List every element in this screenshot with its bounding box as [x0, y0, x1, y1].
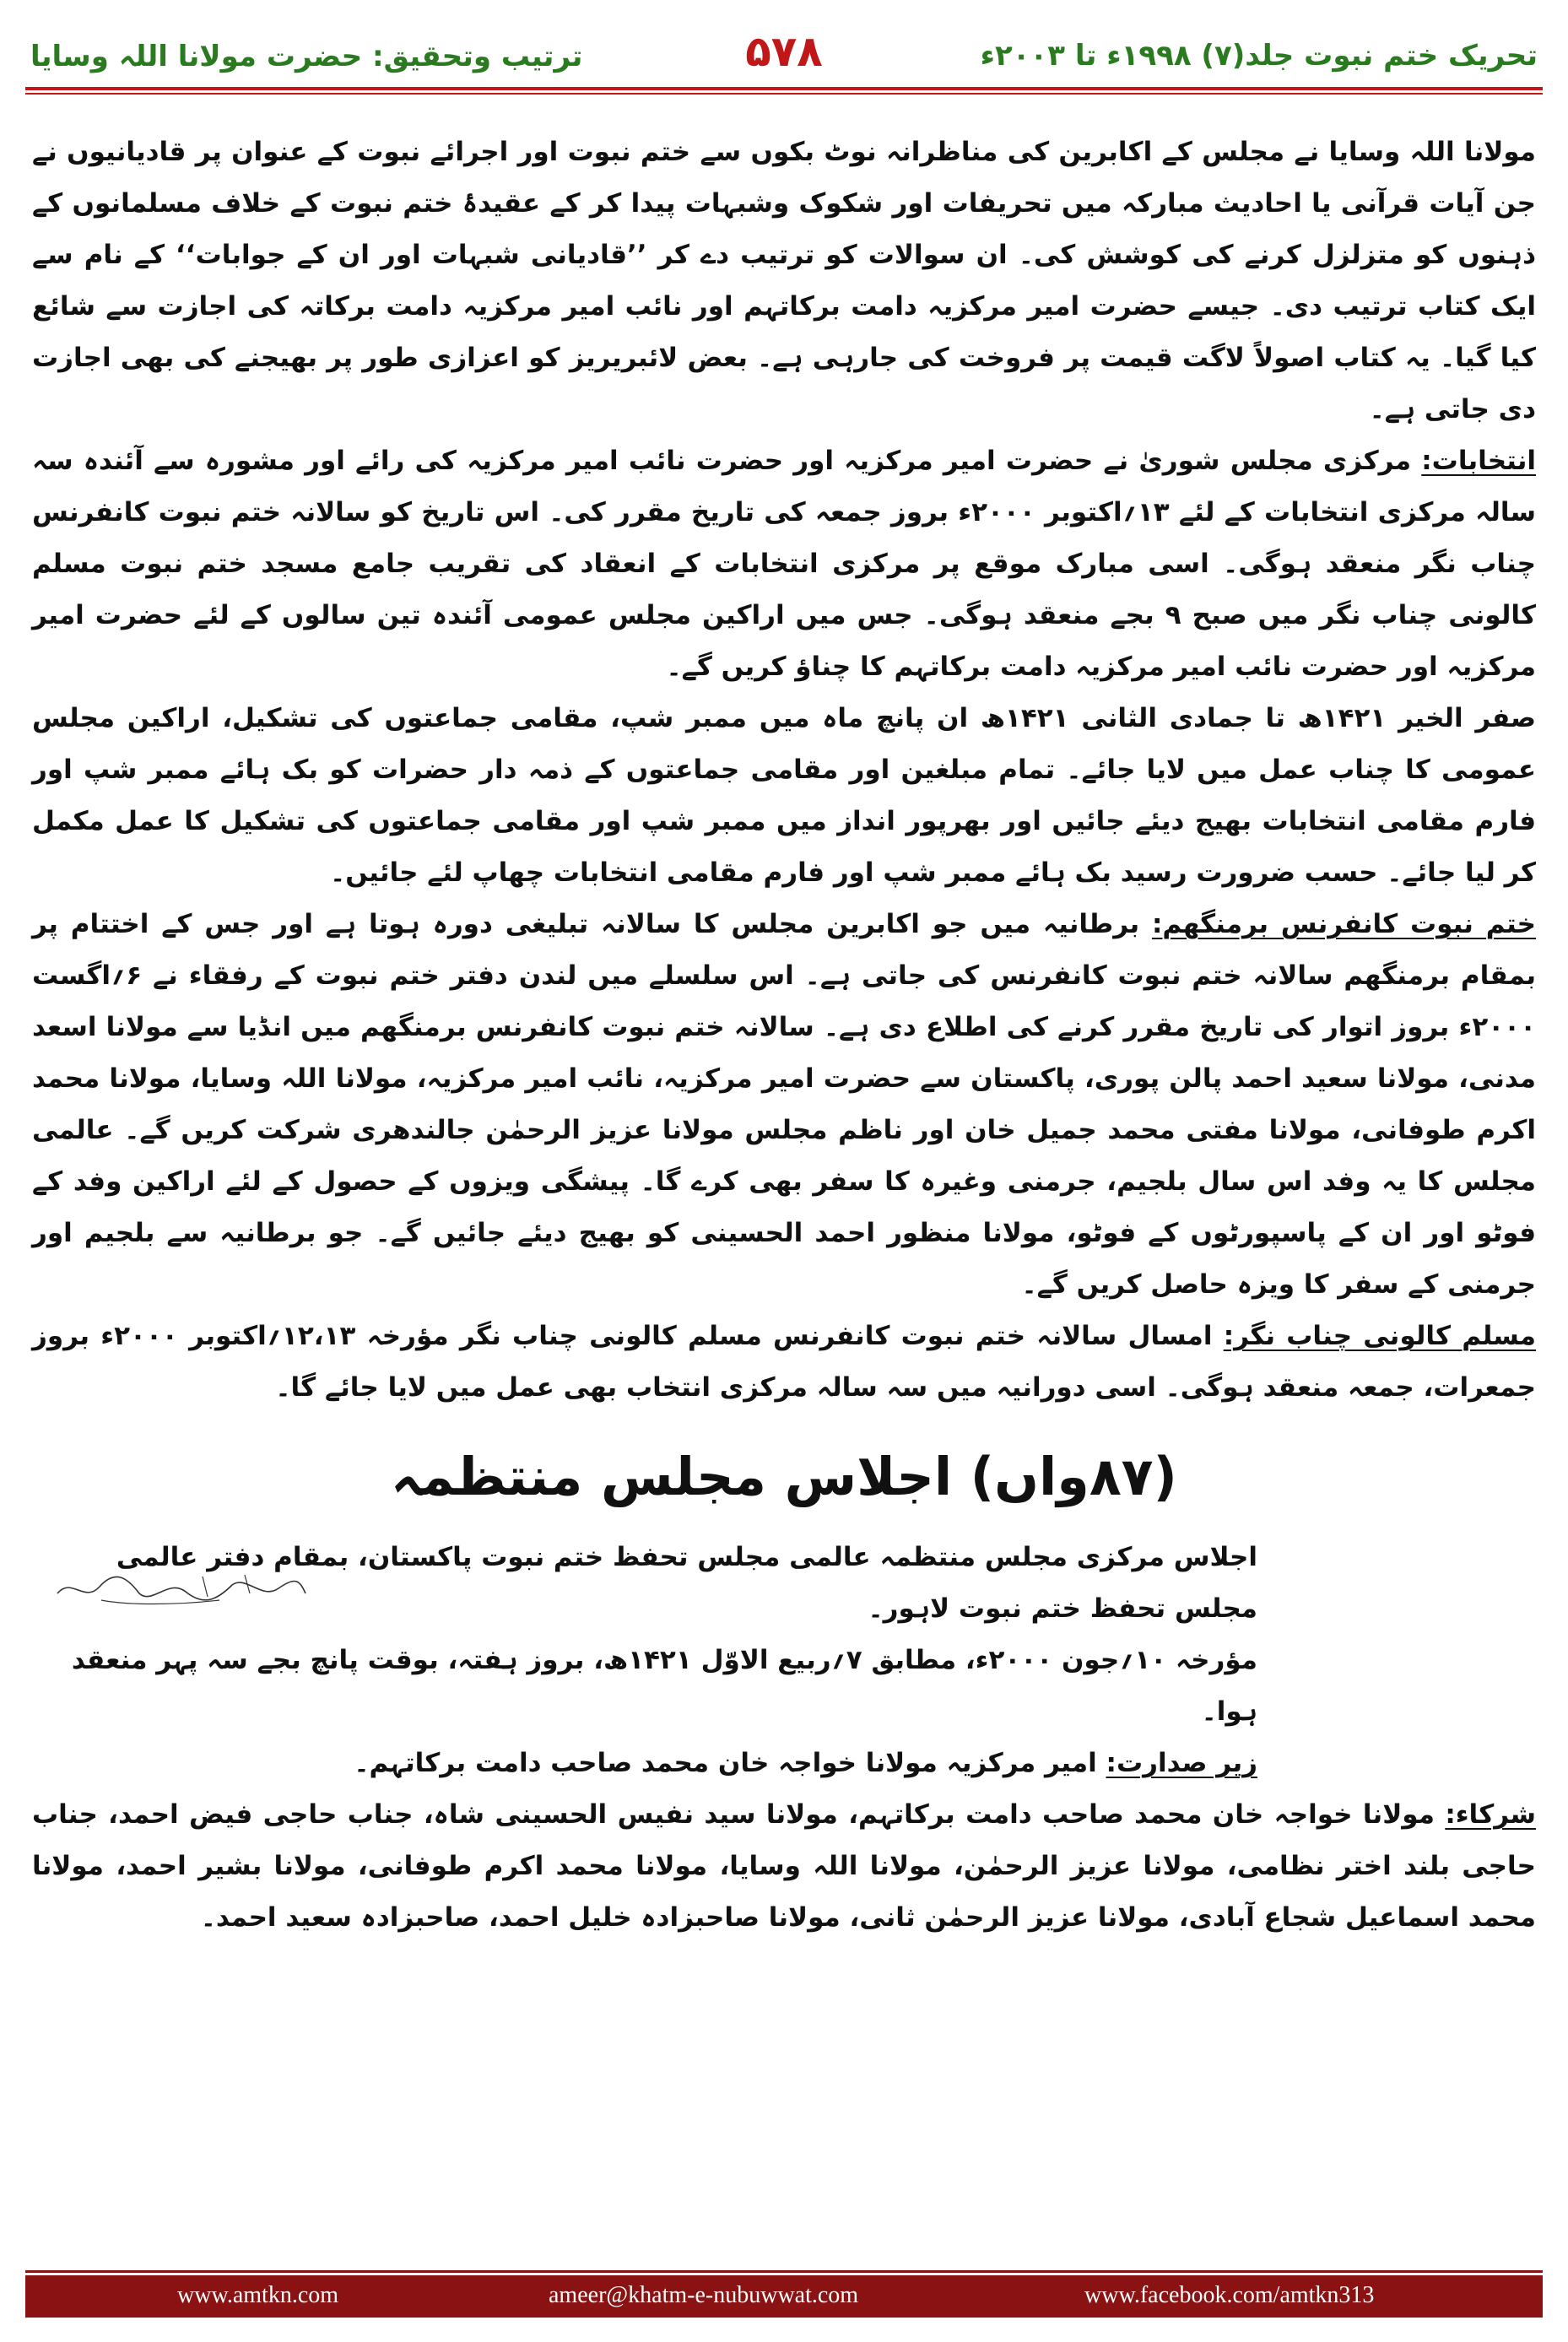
- email-link[interactable]: ameer@khatm-e-nubuwwat.com: [549, 2282, 859, 2308]
- paragraph-membership: [32, 693, 1536, 899]
- page-body: [32, 127, 1536, 1944]
- meeting-date: مؤرخہ ۱۰؍جون ۲۰۰۰ء، مطابق ۷؍ربیع الاوّل ۱۴۲۱ھ، بروز ہفتہ، بوقت پانچ بجے سہ پہر منعقد ہوا۔: [71, 1645, 1257, 1727]
- paragraph-muslim-colony: [32, 1311, 1536, 1414]
- compiler-credit: ترتیب وتحقیق: حضرت مولانا اللہ وسایا: [30, 40, 583, 73]
- paragraph-text: مرکزی مجلس شوریٰ نے حضرت امیر مرکزیہ اور حضرت نائب امیر مرکزیہ کی رائے اور مشورہ سے آئندہ سہ سالہ مرکزی انتخابات کے لئے ۱۳؍اکتوبر ۲۰۰۰ء بروز جمعہ کی تاریخ مقرر کی۔ اس تاریخ کو سالانہ ختم نبوت کانفرنس چناب نگر منعقد ہوگی۔ اسی مبارک موقع پر مرکزی انتخابات کے انعقاد کی تقریب جامع مسجد ختم نبوت مسلم کالونی چناب نگر میں صبح ۹ بجے منعقد ہوگی۔ جس میں اراکین مجلس عمومی آئندہ تین سالوں کے لئے حضرت امیر مرکزیہ اور حضرت نائب امیر مرکزیہ دامت برکاتہم کا چناؤ کریں گے۔: [32, 446, 1537, 682]
- book-title: تحریک ختم نبوت جلد(۷) ۱۹۹۸ء تا ۲۰۰۳ء: [980, 39, 1538, 73]
- paragraph-heading: مسلم کالونی چناب نگر:: [1223, 1321, 1537, 1351]
- section-title: (۸۷واں) اجلاس مجلس منتظمہ: [391, 1446, 1177, 1507]
- presidency-text: امیر مرکزیہ مولانا خواجہ خان محمد صاحب دامت برکاتہم۔: [354, 1748, 1106, 1778]
- handwritten-signature: [51, 1568, 312, 1610]
- header-divider: [25, 87, 1543, 90]
- paragraph-heading: ختم نبوت کانفرنس برمنگھم:: [1151, 909, 1536, 939]
- facebook-link[interactable]: www.facebook.com/amtkn313: [1084, 2282, 1375, 2308]
- paragraph-heading: انتخابات:: [1421, 446, 1536, 476]
- website-link[interactable]: www.amtkn.com: [177, 2282, 339, 2308]
- header-divider-thin: [25, 93, 1543, 95]
- page-number: ۵۷۸: [745, 27, 823, 76]
- paragraph-text: برطانیہ میں جو اکابرین مجلس کا سالانہ تبلیغی دورہ ہوتا ہے اور جس کے اختتام پر بمقام برمنگھم سالانہ ختم نبوت کانفرنس کی جاتی ہے۔ اس سلسلے میں لندن دفتر ختم نبوت کے رفقاء نے ۶؍اگست ۲۰۰۰ء بروز اتوار کی تاریخ مقرر کرنے کی اطلاع دی ہے۔ سالانہ ختم نبوت کانفرنس برمنگھم میں انڈیا سے مولانا اسعد مدنی، مولانا سعید احمد پالن پوری، پاکستان سے حضرت امیر مرکزیہ، نائب امیر مرکزیہ، مولانا اللہ وسایا، مولانا محمد اکرم طوفانی، مولانا مفتی محمد جمیل خان اور ناظم مجلس مولانا عزیز الرحمٰن جالندھری شرکت کریں گے۔ عالمی مجلس کا یہ وفد اس سال بلجیم، جرمنی وغیرہ کا سفر بھی کرے گا۔ پیشگی ویزوں کے حصول کے لئے اراکین وفد کے فوٹو اور ان کے پاسپورٹوں کے فوٹو، مولانا منظور احمد الحسینی کو بھیج دیئے جائیں گے۔ جو برطانیہ سے بلجیم اور جرمنی کے سفر کا ویزہ حاصل کریں گے۔: [32, 909, 1536, 1300]
- paragraph-text: صفر الخیر ۱۴۲۱ھ تا جمادی الثانی ۱۴۲۱ھ ان پانچ ماہ میں ممبر شپ، مقامی جماعتوں کی تشکیل، اراکین مجلس عمومی کا چناب عمل میں لایا جائے۔ تمام مبلغین اور مقامی جماعتوں کے ذمہ دار حضرات کو بک ہائے ممبر شپ اور فارم مقامی انتخابات بھیج دیئے جائیں اور بھرپور انداز میں ممبر شپ اور مقامی جماعتوں کی تشکیل کا عمل مکمل کر لیا جائے۔ حسب ضرورت رسید بک ہائے ممبر شپ اور فارم مقامی انتخابات چھاپ لئے جائیں۔: [32, 703, 1536, 888]
- paragraph-birmingham: [32, 899, 1536, 1311]
- presidency-heading: زیر صدارت:: [1106, 1748, 1257, 1778]
- page-header: [25, 24, 1543, 83]
- paragraph-book: [32, 127, 1536, 435]
- paragraph-elections: [32, 435, 1536, 693]
- participants-text: مولانا خواجہ خان محمد صاحب دامت برکاتہم، مولانا سید نفیس الحسینی شاہ، جناب حاجی فیض احمد، جناب حاجی بلند اختر نظامی، مولانا عزیز الرحمٰن، مولانا اللہ وسایا، مولانا محمد اکرم طوفانی، مولانا بشیر احمد، مولانا محمد اسماعیل شجاع آبادی، مولانا عزیز الرحمٰن ثانی، مولانا صاحبزادہ خلیل احمد، صاحبزادہ سعید احمد۔: [32, 1799, 1536, 1933]
- meeting-presidency: [32, 1738, 1257, 1789]
- meeting-participants: [32, 1789, 1536, 1944]
- paragraph-text: امسال سالانہ ختم نبوت کانفرنس مسلم کالونی چناب نگر مؤرخہ ۱۲،۱۳؍اکتوبر ۲۰۰۰ء بروز جمعرات، جمعہ منعقد ہوگی۔ اسی دورانیہ میں سہ سالہ مرکزی انتخاب بھی عمل میں لایا جائے گا۔: [32, 1321, 1536, 1403]
- paragraph-text: مولانا اللہ وسایا نے مجلس کے اکابرین کی مناظرانہ نوٹ بکوں سے ختم نبوت اور اجرائے نبوت کے عنوان پر قادیانیوں نے جن آیات قرآنی یا احادیث مبارکہ میں تحریفات اور شکوک وشبہات پیدا کر کے عقیدۂ ختم نبوت کے خلاف مسلمانوں کے ذہنوں کو متزلزل کرنے کی کوشش کی۔ ان سوالات کو ترتیب دے کر ’’قادیانی شبہات اور ان کے جوابات‘‘ کے نام سے ایک کتاب ترتیب دی۔ جیسے حضرت امیر مرکزیہ دامت برکاتہم اور نائب امیر مرکزیہ دامت برکاتہ کی اجازت سے شائع کیا گیا۔ یہ کتاب اصولاً لاگت قیمت پر فروخت کی جارہی ہے۔ بعض لائبریریز کو اعزازی طور پر بھیجنے کی بھی اجازت دی جاتی ہے۔: [32, 137, 1536, 425]
- footer-divider: [25, 2270, 1543, 2273]
- participants-heading: شرکاء:: [1445, 1799, 1536, 1830]
- meeting-venue: اجلاس مرکزی مجلس منتظمہ عالمی مجلس تحفظ ختم نبوت پاکستان، بمقام دفتر عالمی مجلس تحفظ ختم نبوت لاہور۔: [116, 1542, 1257, 1624]
- page-footer: [25, 2275, 1543, 2318]
